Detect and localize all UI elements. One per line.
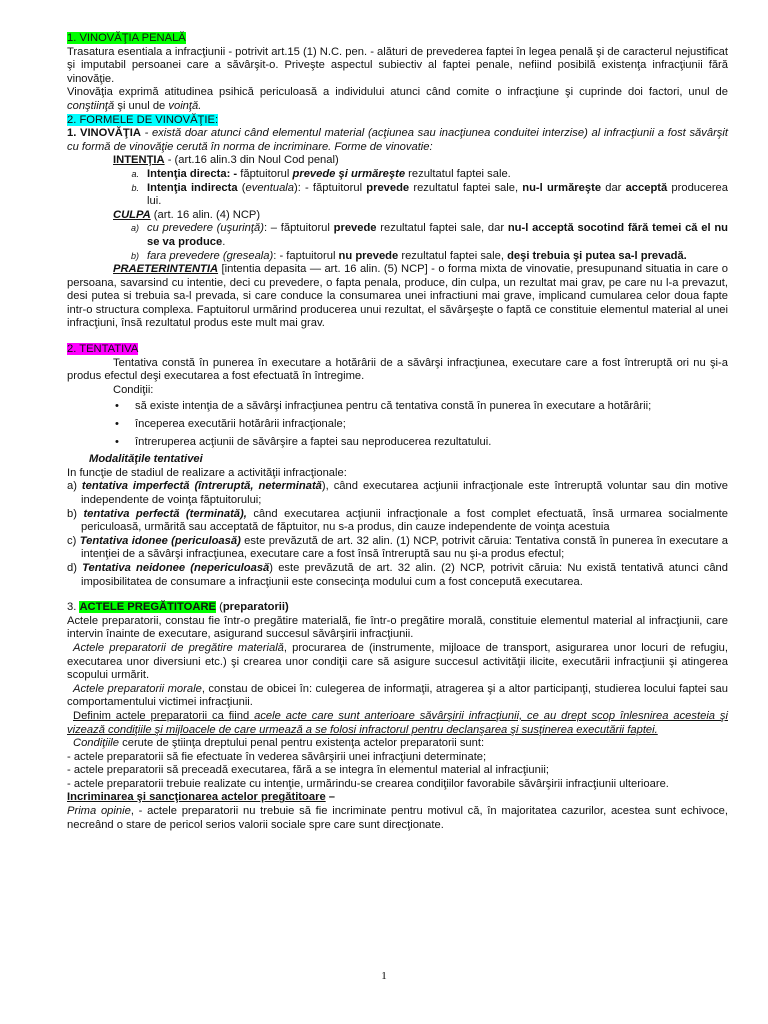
paragraph-conditii: Condiţiile cerute de ştiinţa dreptului penal pentru existenţa actelor preparatorii sunt: bbox=[73, 737, 485, 750]
paragraph-prima-opinie: Prima opinie, - actele preparatorii nu trebuie să fie incriminate pentru motivul că, în majoritatea cazurilor, acestea sunt echivoce, necreând o stare de pericol serios valorii sociale spre care sunt direcţionate. bbox=[67, 805, 728, 831]
bullet-item: • să existe intenţia de a săvârşi infracţiunea pentru că tentativa constă în punerea în executare a hotărârii; bbox=[115, 400, 652, 413]
paragraph-acte-morale: Actele preparatorii morale, constau de obicei în: culegerea de informaţii, atragerea şi a altor participanţi, studierea locului faptei sau comportamentului victimei infracţiunii. bbox=[67, 682, 728, 709]
paragraph-factors: Vinovăţia exprimă atitudinea psihică periculoasă a individului atunci când comite o infracţiune şi cuprinde doi factori, unul de conştiinţă şi unul de voinţă. bbox=[67, 86, 728, 112]
dash-item: - actele preparatorii să fie efectuate în vederea săvârşirii unei infracţiuni determinate; bbox=[67, 750, 487, 763]
dash-item: - actele preparatorii să preceadă executarea, fără a se integra în elementul material al infracţiunii; bbox=[67, 764, 549, 777]
section-heading-vinovatia: 1. VINOVĂŢIA PENALĂ bbox=[67, 32, 186, 44]
paragraph-pregatire-materiala: Actele preparatorii de pregătire materială, procurarea de (instrumente, mijloace de transport, asigurarea unor locuri de refugiu, executarea unor diversiuni etc.) şi crearea unor condiţii care să asigure succesul activităţii ilicite, executării infracţiunii şi atingerea scopului urmărit. bbox=[67, 641, 728, 682]
section-heading-tentativa: 2. TENTATIVA bbox=[67, 343, 139, 356]
section-heading-acte-pregatitoare: 3. ACTELE PREGĂTITOARE (preparatorii) bbox=[67, 601, 289, 614]
culpa-heading: CULPA (art. 16 alin. (4) NCP) bbox=[113, 208, 261, 221]
list-item-tentativa-perfecta: b) tentativa perfectă (terminată), când executarea acţiunii infracţionale a fost complet efectuată, însă urmarea socialmente periculoasă, urmărită sau acceptată de făptuitor, nu s-a produs, din cauze independente de voinţa acestuia bbox=[67, 507, 728, 534]
modalitati-heading: Modalităţile tentativei bbox=[89, 453, 203, 466]
list-item-culpa-cu-prevedere: a) cu prevedere (uşurinţă): – făptuitorul prevede rezultatul faptei sale, dar nu-l acceptă socotind fără temei că el nu se va produce. bbox=[130, 222, 728, 248]
list-item-intentia-indirecta: b. Intenţia indirecta (eventuala): - făptuitorul prevede rezultatul faptei sale, nu-l urmăreşte dar acceptă producerea lui. bbox=[131, 181, 729, 208]
conditii-label: Condiţii: bbox=[113, 383, 154, 396]
bullet-item: • începerea executării hotărârii infracţionale; bbox=[115, 418, 346, 431]
page-number: 1 bbox=[381, 970, 387, 982]
paragraph-definitie-acte: Definim actele preparatorii ca fiind acele acte care sunt anterioare săvârşirii infracţiunii, ce au drept scop înlesnirea acesteia şi vizează condiţiile şi mijloacele de care urmează a se folosi infractorul pentru declanşarea şi susţinerea executării faptei. bbox=[67, 709, 728, 736]
list-item-intentia-directa: a. Intenţia directa: - făptuitorul prevede şi urmăreşte rezultatul faptei sale. bbox=[131, 167, 511, 180]
intentia-heading: INTENŢIA - (art.16 alin.3 din Noul Cod penal) bbox=[113, 154, 339, 167]
paragraph-vinovatia-def: 1. VINOVĂŢIA - există doar atunci când elementul material (acţiunea sau inacţiunea conduitei interzise) al infracţiunii a fost săvârşit cu formă de vinovăţie cerută în norma de incriminare. Forme de vinovatie: bbox=[67, 127, 728, 153]
modalitati-intro: In funcţie de stadiul de realizare a activităţii infracţionale: bbox=[67, 466, 347, 479]
paragraph-definition: Trasatura esentiala a infracţiunii - potrivit art.15 (1) N.C. pen. - alături de prevederea faptei în legea penală şi de caracterul nejustificat şi imputabil persoanei care a săvârşit-o. Priveşte aspectul subiectiv al faptei penale, nefiind posibilă existenţa infracţiunii fără vinovăţie. bbox=[67, 45, 728, 85]
paragraph-acte-def: Actele preparatorii, constau fie într-o pregătire materială, fie într-o pregătire morală, constituie elementul material al infracţiunii, care intervin înainte de executare, asigurand succesul săvârşirii infracţiunii. bbox=[67, 614, 728, 641]
incriminare-heading: Incriminarea şi sancţionarea actelor pregătitoare – bbox=[67, 791, 336, 804]
list-item-culpa-fara-prevedere: b) fara prevedere (greseala): - faptuitorul nu prevede rezultatul faptei sale, deşi trebuia şi putea sa-l prevadă. bbox=[130, 249, 687, 262]
paragraph-tentativa-def: Tentativa constă în punerea în executare a hotărârii de a săvârşi infracţiunea, executare care a fost întreruptă ori nu şi-a produs efectul deşi executarea a fost efectuată în întregime. bbox=[67, 356, 728, 383]
list-item-tentativa-imperfecta: a) tentativa imperfectă (întreruptă, neterminată), când executarea acţiunii infracţionale este întreruptă voluntar sau din motive independente de voinţa făptuitorului; bbox=[67, 480, 728, 506]
section-heading-forme: 2. FORMELE DE VINOVĂŢIE: bbox=[67, 113, 219, 126]
list-item-tentativa-neidonee: d) Tentativa neidonee (nepericuloasă) este prevăzută de art. 32 alin. (2) NCP, potrivit căruia: Nu există tentativă atunci când imposibilitatea de consumare a infracţiunii este consecinţa modului cum a fost concepută executarea. bbox=[67, 561, 728, 588]
list-item-tentativa-idonee: c) Tentativa idonee (periculoasă) este prevăzută de art. 32 alin. (1) NCP, potrivit căruia: Tentativa constă în punerea în executare a intenţiei de a săvârşi infracţiunea, executare care a fost însă întreruptă sau nu şi-a produs efectul; bbox=[67, 534, 728, 561]
dash-item: - actele preparatorii trebuie realizate cu intenţie, urmărindu-se crearea condiţiilor favorabile săvârşirii infracţiunii ulterioare. bbox=[67, 777, 669, 790]
paragraph-praeterintentia: PRAETERINTENTIA [intentia depasita — art. 16 alin. (5) NCP] - o forma mixta de vinovatie, presupunand situatia in care o persoana, savarsind cu intentie, deci cu prevedere, o fapta penala, produce, din culpa, un rezultat mai grav, pe care nu l-a prevazut, desi putea si trebuia sa-l prevada, si care conduce la consumarea unei infractiuni mai grave, implicand cumularea celor doua fapte intr-o structura complexa. Faptuitorul urmărind producerea unui rezultat, el săvârşeşte o faptă ce constituie elementul material al unei infracţiuni, însă rezultatul produs este mult mai grav. bbox=[67, 263, 728, 330]
bullet-item: • întreruperea acţiunii de săvârşire a faptei sau neproducerea rezultatului. bbox=[115, 435, 492, 448]
